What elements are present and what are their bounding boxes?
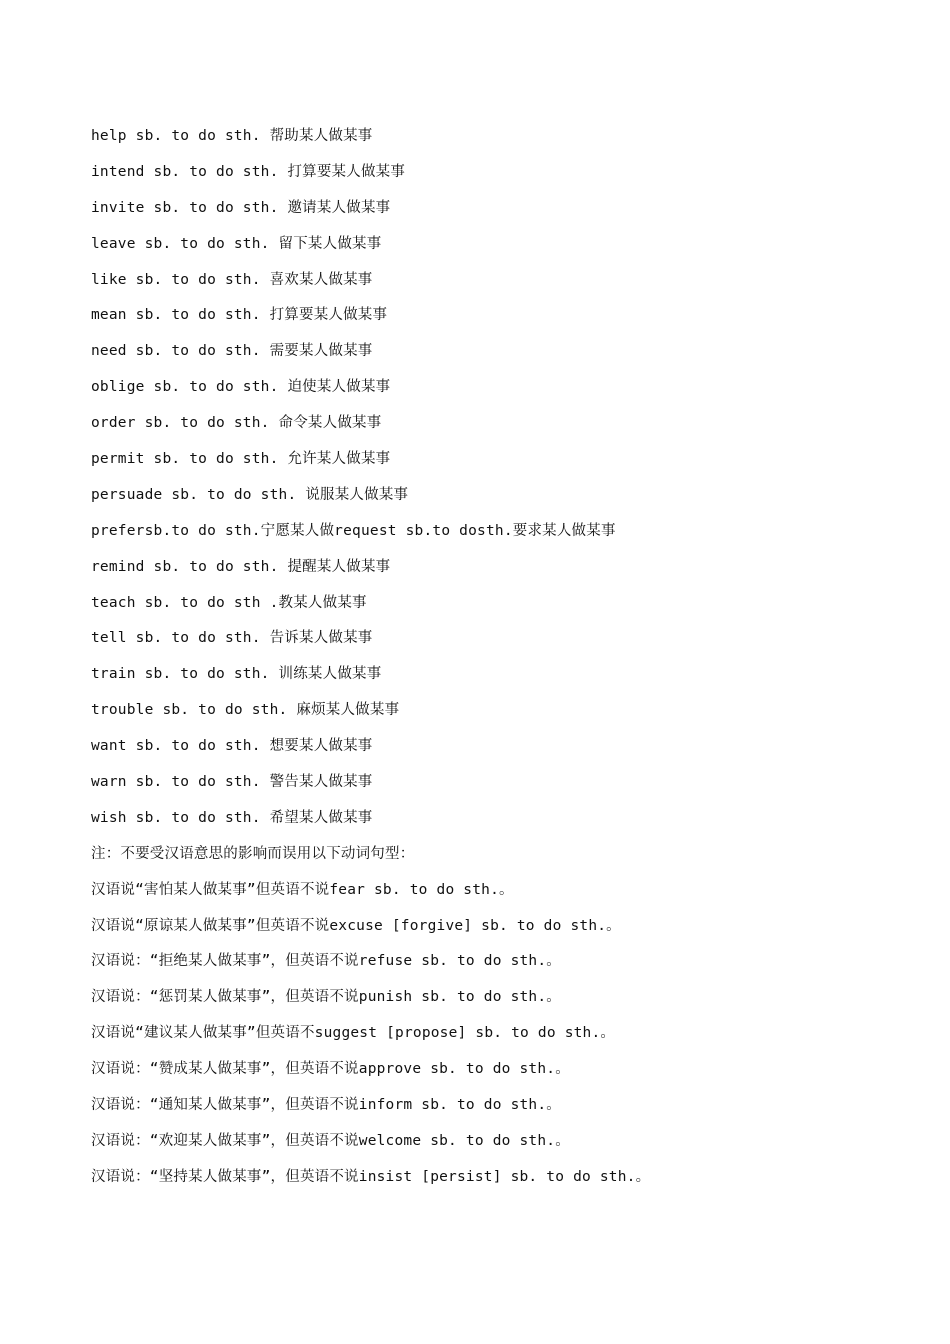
text-line: persuade sb. to do sth. 说服某人做某事 (91, 486, 409, 503)
text-line: like sb. to do sth. 喜欢某人做某事 (91, 271, 373, 288)
text-line: intend sb. to do sth. 打算要某人做某事 (91, 163, 406, 180)
text-line: prefersb.to do sth.宁愿某人做request sb.to dosth.要求某人做某事 (91, 522, 616, 539)
text-line: mean sb. to do sth. 打算要某人做某事 (91, 307, 388, 324)
note-line: 汉语说“建议某人做某事”但英语不suggest [propose] sb. to do sth.。 (91, 1025, 616, 1042)
text-line: want sb. to do sth. 想要某人做某事 (91, 738, 373, 755)
text-line: warn sb. to do sth. 警告某人做某事 (91, 774, 373, 791)
note-line: 汉语说：“惩罚某人做某事”，但英语不说punish sb. to do sth.。 (91, 989, 561, 1006)
text-line: leave sb. to do sth. 留下某人做某事 (91, 235, 382, 252)
text-lines (91, 124, 911, 1201)
text-line: order sb. to do sth. 命令某人做某事 (91, 415, 382, 432)
note-line: 汉语说：“欢迎某人做某事”，但英语不说welcome sb. to do sth.。 (91, 1132, 570, 1149)
text-line: tell sb. to do sth. 告诉某人做某事 (91, 630, 373, 647)
text-line: wish sb. to do sth. 希望某人做某事 (91, 809, 373, 826)
text-line: need sb. to do sth. 需要某人做某事 (91, 343, 373, 360)
text-line: invite sb. to do sth. 邀请某人做某事 (91, 199, 391, 216)
text-line: permit sb. to do sth. 允许某人做某事 (91, 451, 391, 468)
text-line: oblige sb. to do sth. 迫使某人做某事 (91, 379, 391, 396)
note-line: 汉语说：“赞成某人做某事”，但英语不说approve sb. to do sth.。 (91, 1061, 570, 1078)
text-line: train sb. to do sth. 训练某人做某事 (91, 666, 382, 683)
text-line: remind sb. to do sth. 提醒某人做某事 (91, 558, 391, 575)
text-line: teach sb. to do sth .教某人做某事 (91, 594, 367, 611)
note-line: 汉语说：“拒绝某人做某事”，但英语不说refuse sb. to do sth.。 (91, 953, 561, 970)
note-heading: 注：不要受汉语意思的影响而误用以下动词句型： (91, 845, 415, 862)
note-line: 汉语说“害怕某人做某事”但英语不说fear sb. to do sth.。 (91, 881, 514, 898)
note-line: 汉语说：“通知某人做某事”，但英语不说inform sb. to do sth.。 (91, 1097, 561, 1114)
text-line: help sb. to do sth. 帮助某人做某事 (91, 128, 373, 144)
note-line: 汉语说“原谅某人做某事”但英语不说excuse [forgive] sb. to do sth.。 (91, 917, 621, 934)
note-line: 汉语说：“坚持某人做某事”，但英语不说insist [persist] sb. to do sth.。 (91, 1168, 651, 1185)
text-line: trouble sb. to do sth. 麻烦某人做某事 (91, 702, 400, 719)
